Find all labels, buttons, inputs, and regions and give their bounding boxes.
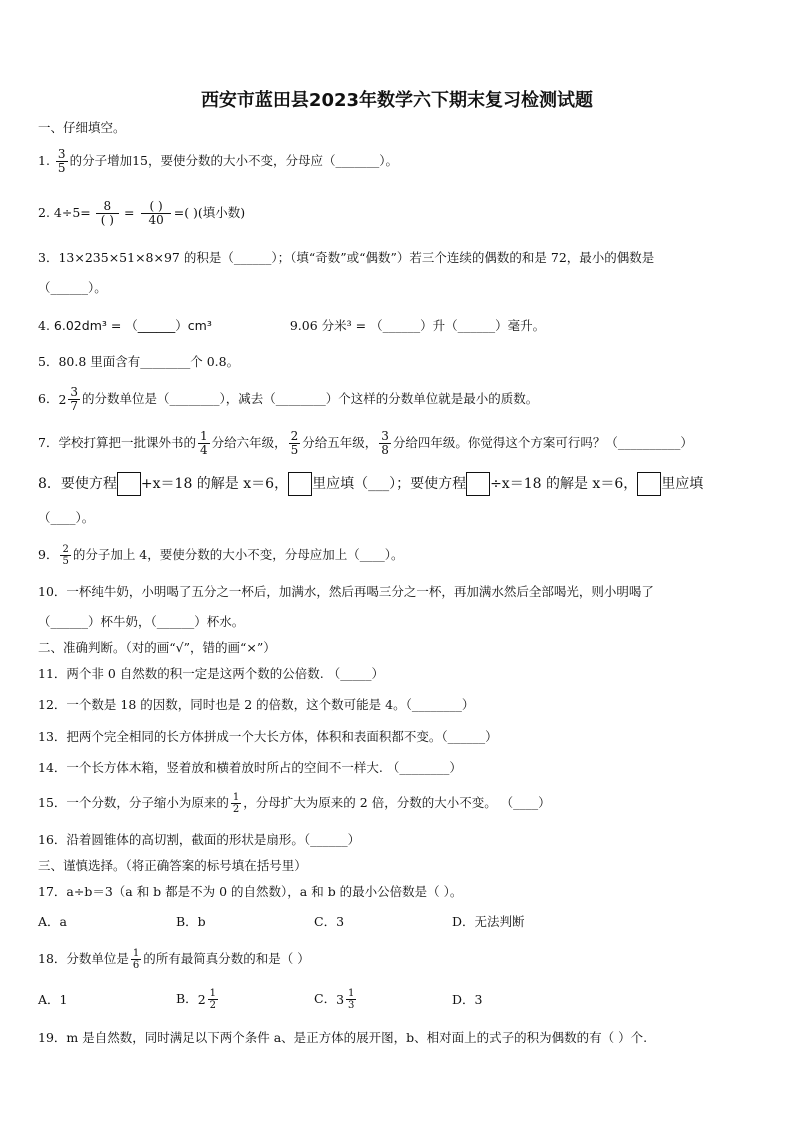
fraction: $\frac{3}{5}$ bbox=[57, 147, 66, 175]
question-8-line-1: 8．要使方程 +x＝18 的解是 x＝6， 里应填（___）；要使方程 ÷x＝18 的解是 x＝6， 里应填 bbox=[38, 472, 764, 496]
section-heading-true-false: 二、准确判断。（对的画“√”，错的画“×”） bbox=[38, 640, 276, 655]
fraction: $\frac{2}{5}$ bbox=[62, 544, 69, 567]
option-c: C．3 bbox=[314, 914, 345, 929]
section-heading-fill-blank: 一、仔细填空。 bbox=[38, 120, 126, 135]
question-8-line-2: （____）。 bbox=[38, 510, 95, 525]
question-14: 14．一个长方体木箱，竖着放和横着放时所占的空间不一样大. （________） bbox=[38, 760, 462, 775]
fraction: $\frac{( )}{40}$ bbox=[140, 200, 171, 227]
blank-box bbox=[637, 472, 661, 496]
page-title: 西安市蓝田县2023年数学六下期末复习检测试题 bbox=[200, 90, 594, 111]
question-2: 2. 4÷5= $\frac{8}{( )}$ = $\frac{( )}{40}$ =( )(填小数) bbox=[38, 199, 246, 227]
question-13: 13．把两个完全相同的长方体拼成一个大长方体，体积和表面积都不变。（______） bbox=[38, 729, 498, 744]
question-10-line-2: （______）杯牛奶，（______）杯水。 bbox=[38, 614, 245, 629]
option-c: C． 3 $\frac{1}{3}$ bbox=[314, 988, 355, 1011]
question-15: 15．一个分数，分子缩小为原来的 $\frac{1}{2}$ ，分母扩大为原来的 2 倍，分数的大小不变。 （____） bbox=[38, 792, 551, 815]
question-5: 5．80.8 里面含有________个 0.8。 bbox=[38, 354, 240, 369]
question-7: 7．学校打算把一批课外书的 $\frac{1}{4}$ 分给六年级， $\frac{2}{5}$ 分给五年级， $\frac{3}{8}$ 分给四年级。你觉得这个方案可行吗？（__________） bbox=[38, 429, 693, 457]
fraction: $\frac{3}{8}$ bbox=[381, 429, 389, 457]
option-d: D．3 bbox=[452, 992, 483, 1007]
option-b: B．b bbox=[176, 914, 206, 929]
fraction: $\frac{2}{5}$ bbox=[290, 429, 299, 457]
mixed-number: 2 $\frac{3}{7}$ bbox=[58, 385, 79, 413]
question-16: 16．沿着圆锥体的高切割，截面的形状是扇形。（______） bbox=[38, 832, 361, 847]
fraction: $\frac{1}{2}$ bbox=[232, 792, 240, 815]
fraction: $\frac{1}{6}$ bbox=[132, 948, 140, 971]
question-17: 17．a÷b＝3（a 和 b 都是不为 0 的自然数），a 和 b 的最小公倍数是（ ）。 bbox=[38, 884, 463, 899]
option-a: A．a bbox=[38, 914, 67, 929]
question-3-line-2: （______）。 bbox=[38, 280, 107, 295]
question-1: 1. $\frac{3}{5}$ 的分子增加15，要使分数的大小不变，分母应（_______）。 bbox=[38, 147, 398, 175]
blank-box bbox=[466, 472, 490, 496]
question-19: 19．m 是自然数，同时满足以下两个条件 a、是正方体的展开图，b、相对面上的式子的积为偶数的有（ ）个. bbox=[38, 1030, 648, 1045]
question-12: 12．一个数是 18 的因数，同时也是 2 的倍数，这个数可能是 4。（________） bbox=[38, 697, 475, 712]
option-a: A．1 bbox=[38, 992, 68, 1007]
question-6: 6． 2 $\frac{3}{7}$ 的分数单位是（________），减去（________）个这样的分数单位就是最小的质数。 bbox=[38, 385, 539, 413]
blank-box bbox=[288, 472, 312, 496]
fraction: $\frac{1}{4}$ bbox=[199, 429, 208, 457]
blank-box bbox=[117, 472, 141, 496]
option-d: D．无法判断 bbox=[452, 914, 525, 929]
option-b: B． 2 $\frac{1}{2}$ bbox=[176, 988, 217, 1011]
section-heading-multiple-choice: 三、谨慎选择。（将正确答案的标号填在括号里） bbox=[38, 858, 307, 873]
question-9: 9． $\frac{2}{5}$ 的分子加上 4，要使分数的大小不变，分母应加上（____）。 bbox=[38, 544, 404, 567]
question-18: 18．分数单位是 $\frac{1}{6}$ 的所有最简真分数的和是（ ） bbox=[38, 948, 310, 971]
question-11: 11．两个非 0 自然数的积一定是这两个数的公倍数. （_____） bbox=[38, 666, 385, 681]
question-10-line-1: 10．一杯纯牛奶，小明喝了五分之一杯后，加满水，然后再喝三分之一杯，再加满水然后全部喝光，则小明喝了 bbox=[38, 584, 654, 599]
question-3-line-1: 3．13×235×51×8×97 的积是（______）；（填“奇数”或“偶数”）若三个连续的偶数的和是 72，最小的偶数是 bbox=[38, 250, 655, 265]
fraction: $\frac{8}{( )}$ bbox=[93, 200, 122, 227]
question-4: 4. 6.02dm³ = （______）cm³ 9.06 分米³ = （______）升（______）毫升。 bbox=[38, 318, 546, 333]
